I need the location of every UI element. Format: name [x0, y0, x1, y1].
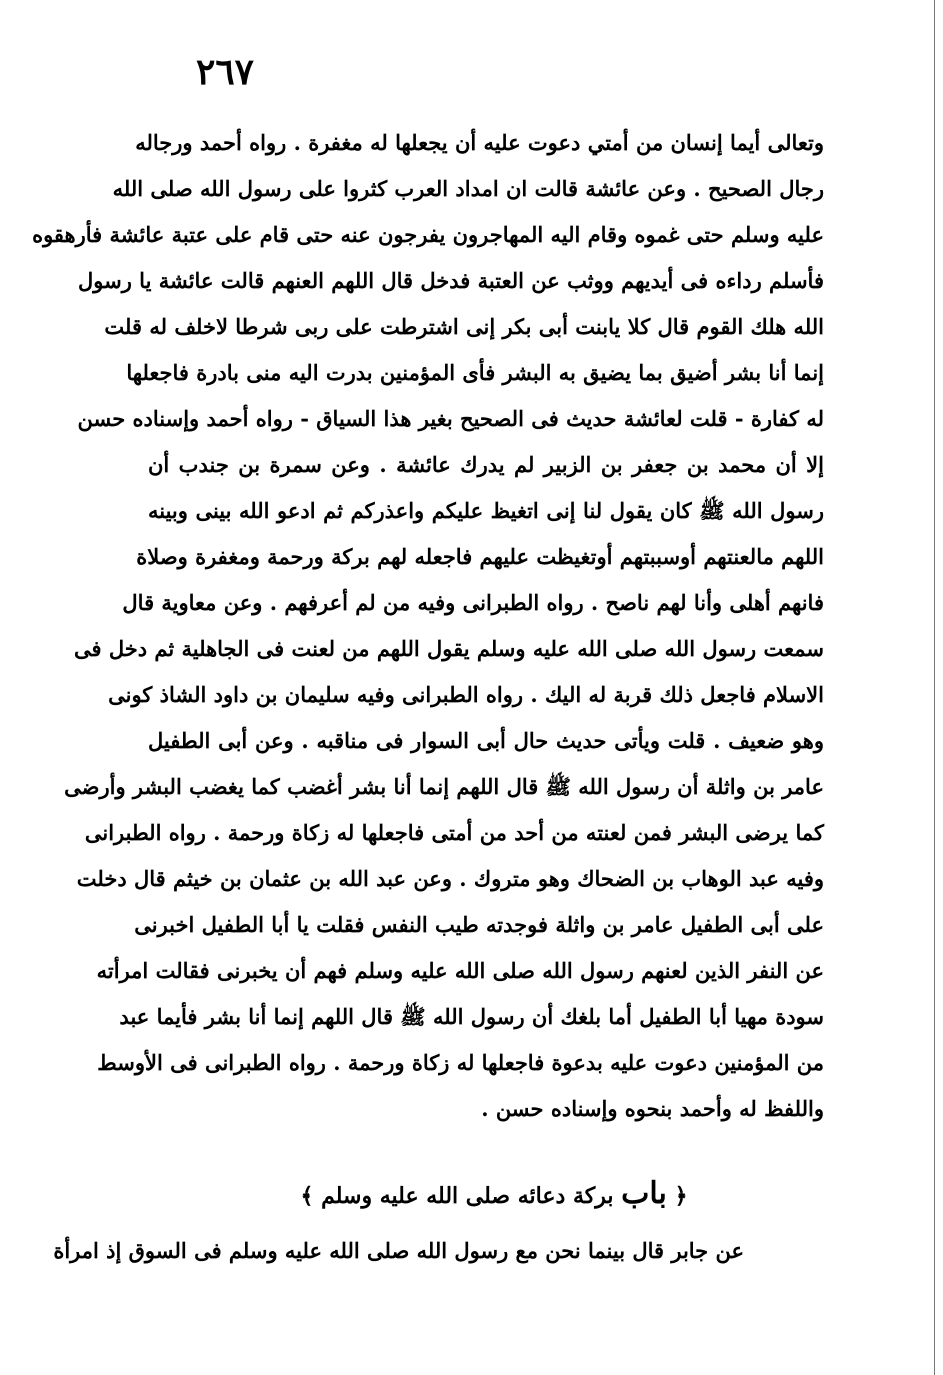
text-line: الله هلك القوم قال كلا يابنت أبى بكر إنى اشترطت على ربى شرطا لاخلف له قلت — [104, 314, 824, 339]
text-line: واللفظ له وأحمد بنحوه وإسناده حسن . — [481, 1096, 824, 1121]
text-line: رسول الله ﷺ كان يقول لنا إنى اتغيظ عليكم واعذركم ثم ادعو الله بينى وبينه — [148, 498, 824, 523]
text-line: رجال الصحيح . وعن عائشة قالت ان امداد العرب كثروا على رسول الله صلى الله — [112, 176, 824, 201]
heading-close-bracket: ﴾ — [300, 1183, 314, 1209]
page-number: ٢٦٧ — [196, 51, 255, 93]
text-line: إنما أنا بشر أضيق بما يضيق به البشر فأى المؤمنين بدرت اليه منى بادرة فاجعلها — [126, 360, 824, 385]
body-text — [32, 120, 824, 1132]
text-line: عن جابر قال بينما نحن مع رسول الله صلى الله عليه وسلم فى السوق إذ امرأة — [53, 1238, 744, 1263]
text-line: وفيه عبد الوهاب بن الضحاك وهو متروك . وعن عبد الله بن عثمان بن خيثم قال دخلت — [76, 866, 824, 891]
text-line: عامر بن واثلة أن رسول الله ﷺ قال اللهم إنما أنا بشر أغضب كما يغضب البشر وأرضى — [64, 774, 824, 799]
text-line: وتعالى أيما إنسان من أمتي دعوت عليه أن يجعلها له مغفرة . رواه أحمد ورجاله — [135, 130, 824, 155]
heading-open-bracket: ﴿ — [674, 1183, 688, 1209]
page-margin-rule — [934, 0, 935, 1375]
chapter-label: باب — [621, 1176, 667, 1211]
text-line: وهو ضعيف . قلت ويأتى حديث حال أبى السوار فى مناقبه . وعن أبى الطفيل — [148, 728, 824, 753]
text-line: على أبى الطفيل عامر بن واثلة فوجدته طيب النفس فقلت يا أبا الطفيل اخبرنى — [134, 912, 824, 937]
text-line: له كفارة - قلت لعائشة حديث فى الصحيح بغير هذا السياق - رواه أحمد وإسناده حسن — [77, 406, 824, 431]
text-line: اللهم مالعنتهم أوسببتهم أوتغيظت عليهم فاجعله لهم بركة ورحمة ومغفرة وصلاة — [136, 544, 824, 569]
text-line: من المؤمنين دعوت عليه بدعوة فاجعلها له زكاة ورحمة . رواه الطبرانى فى الأوسط — [97, 1050, 824, 1075]
text-line: عليه وسلم حتى غموه وقام اليه المهاجرون يفرجون عنه حتى قام على عتبة عائشة فأرهقوه — [32, 222, 824, 247]
text-line: فأسلم رداءه فى أيديهم ووثب عن العتبة فدخل قال اللهم العنهم قالت عائشة يا رسول — [78, 268, 824, 293]
chapter-heading — [264, 1168, 724, 1220]
text-line: كما يرضى البشر فمن لعنته من أحد من أمتى فاجعلها له زكاة ورحمة . رواه الطبرانى — [84, 820, 824, 845]
text-line: عن النفر الذين لعنهم رسول الله صلى الله عليه وسلم فهم أن يخبرنى فقالت امرأته — [96, 958, 824, 983]
text-line: سودة مهيا أبا الطفيل أما بلغك أن رسول الله ﷺ قال اللهم إنما أنا بشر فأيما عبد — [119, 1004, 824, 1029]
text-line: إلا أن محمد بن جعفر بن الزبير لم يدرك عائشة . وعن سمرة بن جندب أن — [148, 452, 824, 477]
text-line: سمعت رسول الله صلى الله عليه وسلم يقول اللهم من لعنت فى الجاهلية ثم دخل فى — [73, 636, 824, 661]
chapter-title: بركة دعائه صلى الله عليه وسلم — [321, 1183, 614, 1209]
text-line: فانهم أهلى وأنا لهم ناصح . رواه الطبرانى وفيه من لم أعرفهم . وعن معاوية قال — [122, 590, 824, 615]
text-line: الاسلام فاجعل ذلك قربة له اليك . رواه الطبرانى وفيه سليمان بن داود الشاذ كونى — [108, 682, 824, 707]
